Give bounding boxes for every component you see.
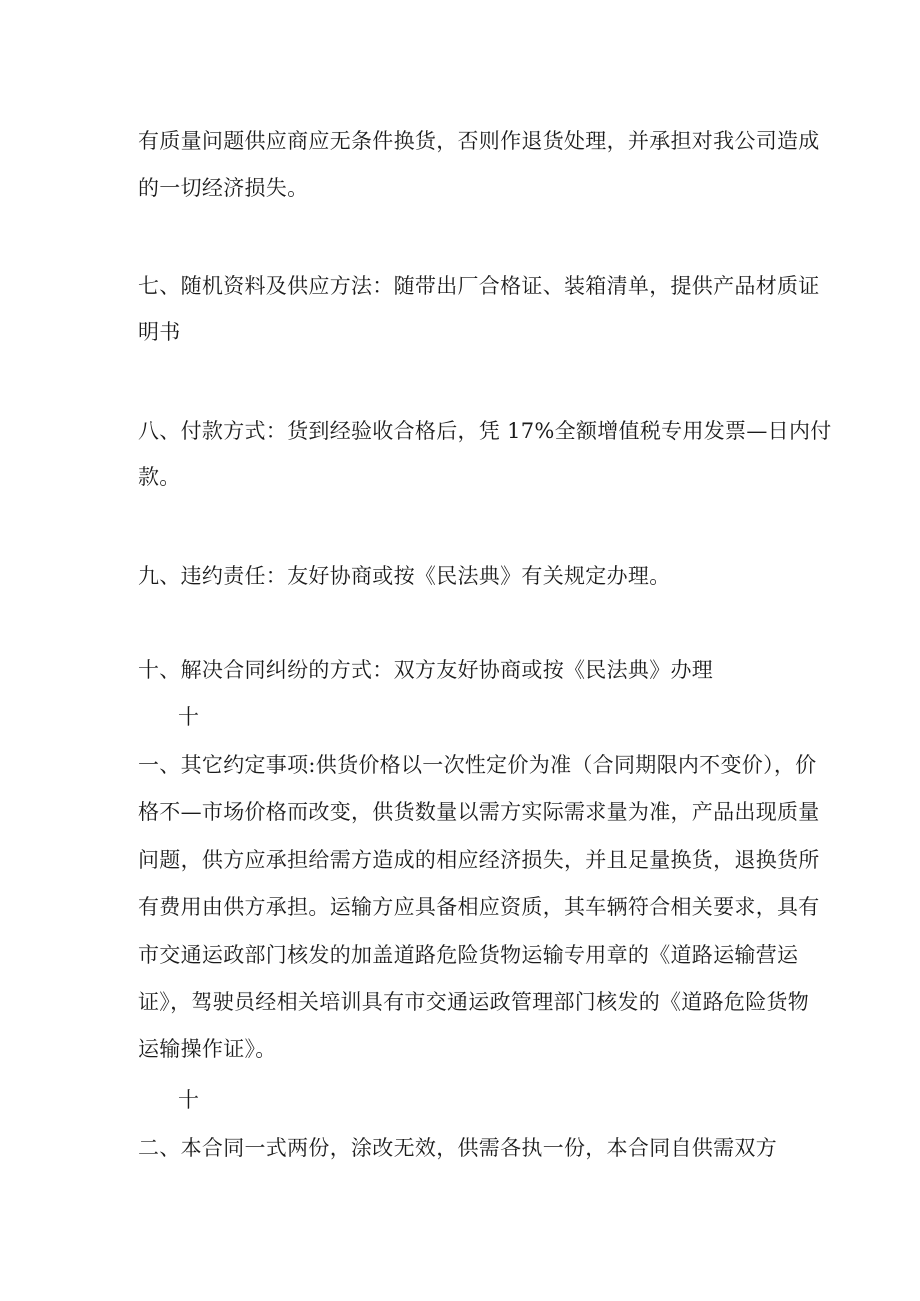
clause-8-line: 八、付款方式：货到经验收合格后，凭 17%全额增值税专用发票—日内付 [138,419,832,443]
clause-11-number: 十 [178,705,200,729]
text-line: 问题，供方应承担给需方造成的相应经济损失，并且足量换货，退换货所 [138,848,820,872]
text-line: 的一切经济损失。 [138,176,309,200]
clause-11-line: 一、其它约定事项:供货价格以一次性定价为准（合同期限内不变价），价 [138,753,817,777]
clause-12-number: 十 [178,1088,200,1112]
text-line: 有费用由供方承担。运输方应具备相应资质，其车辆符合相关要求，具有 [138,895,820,919]
clause-7-line: 七、随机资料及供应方法：随带出厂合格证、装箱清单，提供产品材质证 [138,274,820,298]
text-line: 证》，驾驶员经相关培训具有市交通运政管理部门核发的《道路危险货物 [138,990,810,1014]
clause-9-line: 九、违约责任：友好协商或按《民法典》有关规定办理。 [138,564,671,588]
text-line: 市交通运政部门核发的加盖道路危险货物运输专用章的《道路运输营运 [138,943,799,967]
text-line: 明书 [138,320,181,344]
text-line: 有质量问题供应商应无条件换货，否则作退货处理，并承担对我公司造成 [138,129,820,153]
text-line: 运输操作证》。 [138,1037,277,1061]
text-line: 格不—市场价格而改变，供货数量以需方实际需求量为准，产品出现质量 [138,800,820,824]
clause-12-line: 二、本合同一式两份，涂改无效，供需各执一份，本合同自供需双方 [138,1136,777,1160]
clause-10-line: 十、解决合同纠纷的方式：双方友好协商或按《民法典》办理 [138,658,714,682]
text-line: 款。 [138,465,181,489]
